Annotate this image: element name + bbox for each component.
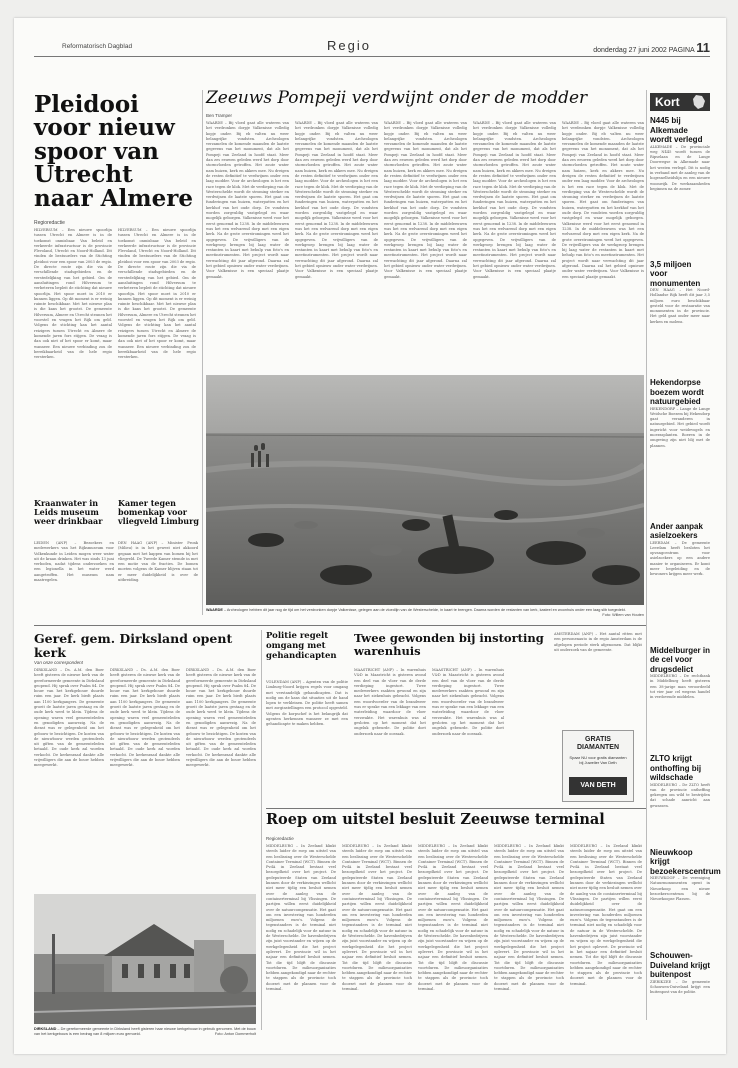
body-dirksland-col1: DIRKSLAND – Ds. A.M. den Boer heeft gisteren de nieuwe kerk van de gereformeerde gemeente in Dirksland geopend. Hij sprak over Psalm 84. De bouw van het kerkgebouw duurde ruim een jaar. De kerk biedt plaats aan 1100 kerkgangers. De gemeente groeit de laatste jaren gestaag en de oude kerk werd te klein. Tijdens de opening waren veel gemeenteleden en genodigden aanwezig. Na de dienst was er gelegenheid om het gebouw te bezichtigen. De kosten van de nieuwbouw werden grotendeels uit giften van de gemeenteleden betaald. De oude kerk zal worden verkocht. De kerkenraad dankte alle vrijwilligers die aan de bouw hebben meegewerkt. — [34, 668, 104, 768]
byline-pompeji: Ben Tramper — [206, 113, 233, 118]
bottom-separator — [261, 630, 262, 1030]
kort-item: Middelburger in de cel voor drugsdelict MIDDELBURG – De rechtbank in Middelburg heeft gisteren een 38-jarige man veroordeeld tot vier jaar cel wegens handel in verdovende middelen. — [650, 645, 710, 700]
kort-item: Hekendorpse boezem wordt natuurgebied HEKENDORP – Lange de Lange Weidsche Boezem bij Hekendorp gaat veranderen in natuurgebied. Het gebied wordt ingericht voor weidevogels en moerasplanten. Boeren in de omgeving zijn niet blij met de plannen. — [650, 378, 710, 448]
ad-title: GRATIS DIAMANTEN — [577, 736, 619, 751]
kort-item: ZLTO krijgt onthoffing bij wildschade MIDDELBURG – De ZLTO heeft van de provincie ontheffing gekregen om wild te bestrijden dat schade aanricht aan gewassen. — [650, 754, 710, 808]
photo-credit-dirksland: Foto: Anton Dommerholt — [214, 1032, 256, 1036]
body-pompeji-col4: WAARDE – Bij vloed gaat alle wateren van het verdronken dorpje Valkenisse volledig kopje onder. Bij eb valten nu weer belangrijke vondsten. Archeologen verzamelen de komende maanden de laatste gegevens van het monument, dat als het Pompeji van Zeeland in hoofd staat. Meer dan zes eeuwen geleden werd het dorp door stormvloeden getroffen. Het zoute water nam huizen, kerk en akkers mee. Nu dreigen de resten definitief te verdwijnen onder een laag modder. Voor de archeologen is het een race tegen de klok. Met de verdieping van de Westerschelde wordt de stroming sterker en verdwijnen de laatste sporen. Het gaat om funderingen van huizen, waterputten en het kerkhof van het oude dorp. De vondsten worden zorgvuldig vastgelegd en waar mogelijk geborgen. Valkenisse werd voor het eerst genoemd in 1238. In de middeleeuwen was het een welvarend dorp met een eigen kerk. Na de grote overstromingen werd het opgegeven. De vrijwilligers van de werkgroep brengen bij laag water de restanten in kaart met behulp van foto's en meetinstrumenten. Het project wordt naar verwachting dit jaar afgerond. Daarna zal het gebied opnieuw onder water verdwijnen. Voor Valkenisse is een speciaal plaatje gemaakt. — [473, 121, 556, 279]
headline-politie: Politie regelt omgang met gehandicapten — [266, 631, 337, 661]
kort-item: N445 bij Alkemade wordt verlegd ALKEMADE – De provinciale weg N445 wordt tussen de Ripselaan en de Lange Doorwegse in Alkemade naar het westen verlegd. Dit is nodig in verband met de aanleg van de hogesnelheidslijn en een nieuwe woonwijk. De werkzaamheden beginnen na de zomer. — [650, 116, 710, 191]
body-pompeji-col5: WAARDE – Bij vloed gaat alle wateren van het verdronken dorpje Valkenisse volledig kopje onder. Bij eb valten nu weer belangrijke vondsten. Archeologen verzamelen de komende maanden de laatste gegevens van het monument, dat als het Pompeji van Zeeland in hoofd staat. Meer dan zes eeuwen geleden werd het dorp door stormvloeden getroffen. Het zoute water nam huizen, kerk en akkers mee. Nu dreigen de resten definitief te verdwijnen onder een laag modder. Voor de archeologen is het een race tegen de klok. Met de verdieping van de Westerschelde wordt de stroming sterker en verdwijnen de laatste sporen. Het gaat om funderingen van huizen, waterputten en het kerkhof van het oude dorp. De vondsten worden zorgvuldig vastgelegd en waar mogelijk geborgen. Valkenisse werd voor het eerst genoemd in 1238. In de middeleeuwen was het een welvarend dorp met een eigen kerk. Na de grote overstromingen werd het opgegeven. De vrijwilligers van de werkgroep brengen bij laag water de restanten in kaart met behulp van foto's en meetinstrumenten. Het project wordt naar verwachting dit jaar afgerond. Daarna zal het gebied opnieuw onder water verdwijnen. Voor Valkenisse is een speciaal plaatje gemaakt. — [562, 121, 644, 279]
kort-separator — [646, 90, 647, 1020]
body-pompeji-col1: WAARDE – Bij vloed gaat alle wateren van het verdronken dorpje Valkenisse volledig kopje onder. Bij eb valten nu weer belangrijke vondsten. Archeologen verzamelen de komende maanden de laatste gegevens van het monument, dat als het Pompeji van Zeeland in hoofd staat. Meer dan zes eeuwen geleden werd het dorp door stormvloeden getroffen. Het zoute water nam huizen, kerk en akkers mee. Nu dreigen de resten definitief te verdwijnen onder een laag modder. Voor de archeologen is het een race tegen de klok. Met de verdieping van de Westerschelde wordt de stroming sterker en verdwijnen de laatste sporen. Het gaat om funderingen van huizen, waterputten en het kerkhof van het oude dorp. De vondsten worden zorgvuldig vastgelegd en waar mogelijk geborgen. Valkenisse werd voor het eerst genoemd in 1238. In de middeleeuwen was het een welvarend dorp met een eigen kerk. Na de grote overstromingen werd het opgegeven. De vrijwilligers van de werkgroep brengen bij laag water de restanten in kaart met behulp van foto's en meetinstrumenten. Het project wordt naar verwachting dit jaar afgerond. Daarna zal het gebied opnieuw onder water verdwijnen. Voor Valkenisse is een speciaal plaatje gemaakt. — [206, 121, 289, 279]
date-label: donderdag 27 juni 2002 PAGINA — [593, 47, 695, 54]
page-number: 11 — [696, 40, 710, 55]
newspaper-name: Reformatorisch Dagblad — [62, 43, 133, 50]
netherlands-map-icon — [691, 94, 707, 110]
kort-item: Nieuwkoop krijgt bezoekerscentrum NIEUWKOOP – De vereniging Natuurmonumenten opent in Nieuwkoop een nieuw bezoekerscentrum bij de Nieuwkoopse Plassen. — [650, 847, 721, 902]
body-roep-col4: MIDDELBURG – In Zeeland klinkt steeds luider de roep om uitstel van een beslissing over de Westerschelde Container Terminal (WCT). Binnen de PvdA in Zeeland bestaat veel bezorgdheid over het project. De gedeputeerde Staten van Zeeland kunnen door de verkiezingen wellicht niet meer tijdig een besluit nemen over de aanleg van de containerterminal bij Vlissingen. De partijen willen eerst duidelijkheid over de natuurcompensatie. Het gaat om een investering van honderden miljoenen euro's. Volgens de tegenstanders is de terminal niet nodig en schadelijk voor de natuur in de Westerschelde. De havenbedrijven zijn juist voorstander en wijzen op de werkgelegenheid die het project oplevert. De provincie wil in het najaar een definitief besluit nemen. Tot die tijd blijft de discussie voortduren. De milieuorganisaties hebben aangekondigd naar de rechter te stappen als de provincie toch doorzet met de plannen voor de terminal. — [494, 844, 564, 992]
kort-item: Schouwen-Duiveland krijgt buitenpost ZIERIKZEE – De gemeente Schouwen-Duiveland krijgt een buitenpost van de politie. — [650, 951, 711, 995]
headline-kraanwater: Kraanwater in Leids museum weer drinkbaar — [34, 498, 103, 527]
newspaper-page — [14, 18, 726, 1054]
header-rule — [34, 56, 710, 57]
body-kamer: DEN HAAG (ANP) – Minister Pronk (Milieu) is in het gewest niet akkoord gegaan met het kappen van bomen bij het vliegveld. De Tweede Kamer stemde in met een motie van de fracties. De bomen moeten volgens de Kamer blijven staan tot er meer duidelijkheid is over de uitbreiding. — [118, 541, 198, 583]
byline-pleidooi: Regioredactie — [34, 220, 65, 226]
headline-pleidooi: Pleidooi voor nieuw spoor van Utrecht naar Almere — [34, 91, 193, 212]
left-separator — [202, 90, 203, 615]
body-politie: VOLENDAM (ANP) – Agenten van de politie Limburg-Noord krijgen regels voor omgang met verstandelijk gehandicapten. Dat is nodig om de kans dat situaties uit de hand lopen te verkleinen. De politie heeft samen met zorginstellingen een protocol opgesteld. Volgens de korpschef is het belangrijk dat agenten herkennen wanneer ze met een gehandicapte te maken hebben. — [266, 680, 348, 727]
body-twee-col2: MAASTRICHT (ANP) – In warenhuis V&D in Maastricht is gisteren avond een deel van de vloer van de derde verdieping ingestort. Twee medewerkers raakten gewond en zijn naar het ziekenhuis gebracht. Volgens een woordvoerder van de brandweer was er sprake van een lekkage van een waterleiding waardoor de vloer verzwakte. Het warenhuis was al gesloten op het moment dat het ongeluk gebeurde. De politie doet onderzoek naar de oorzaak. — [432, 668, 504, 736]
photo-credit: Foto: Willem van Houten — [602, 613, 644, 617]
body-pleidooi-col1: HILVERSUM – Een nieuwe spoorlijn tussen Utrecht en Almere is in de toekomst onmisbaar. Van beleid en verkeerde infrastructuur is de provincie Flevoland, Utrecht en Noord-Holland. Dit vinden de bestuurders van de Stichting pleidooi voor een spoor van 2003 de regio. De directe route zijn die via de verschillende stadsgebieden en de verstedelijking van het gebied. Om de aansluitingen rond Hilversum te verbeteren bepleit de stichting dat nieuwe spoorlijn. Het spoor moet in 2010 er kunnen liggen. Op dit moment is er weinig ruimte beschikbaar. Met het nieuwe plan is die kans het grootst. De gemeente Hilversum, Almere en Utrecht steunen het voorstel en vragen het Rijk om geld. Volgens de stichting kan het aantal reizigers tussen Utrecht en Almere de komende jaren fors stijgen. De vraag is dan ook niet of het spoor er komt, maar wanneer. Een nieuwe verbinding zou de bereikbaarheid van de hele regio versterken. — [34, 228, 112, 360]
body-pompeji-col3: WAARDE – Bij vloed gaat alle wateren van het verdronken dorpje Valkenisse volledig kopje onder. Bij eb valten nu weer belangrijke vondsten. Archeologen verzamelen de komende maanden de laatste gegevens van het monument, dat als het Pompeji van Zeeland in hoofd staat. Meer dan zes eeuwen geleden werd het dorp door stormvloeden getroffen. Het zoute water nam huizen, kerk en akkers mee. Nu dreigen de resten definitief te verdwijnen onder een laag modder. Voor de archeologen is het een race tegen de klok. Met de verdieping van de Westerschelde wordt de stroming sterker en verdwijnen de laatste sporen. Het gaat om funderingen van huizen, waterputten en het kerkhof van het oude dorp. De vondsten worden zorgvuldig vastgelegd en waar mogelijk geborgen. Valkenisse werd voor het eerst genoemd in 1238. In de middeleeuwen was het een welvarend dorp met een eigen kerk. Na de grote overstromingen werd het opgegeven. De vrijwilligers van de werkgroep brengen bij laag water de restanten in kaart met behulp van foto's en meetinstrumenten. Het project wordt naar verwachting dit jaar afgerond. Daarna zal het gebied opnieuw onder water verdwijnen. Voor Valkenisse is een speciaal plaatje gemaakt. — [384, 121, 467, 279]
headline-twee: Twee gewonden bij instorting warenhuis — [354, 631, 544, 659]
body-amsterdam: AMSTERDAM (ANP) – Het aantal ritten met een personenauto in de regio Amsterdam is de afgelopen periode sterk afgenomen. Dat blijkt uit onderzoek van de gemeente. — [554, 632, 642, 652]
ad-subtitle: Spaar NU voor gratis diamanten bij Juwelier Van Deth — [569, 755, 627, 765]
date-page — [593, 40, 710, 55]
kort-item: Ander aanpak asielzoekers LEERDAM – De gemeente Leerdam heeft besloten het opvangcentrum voor asielzoekers op een andere manier te organiseren. Er komt meer begeleiding en de bewoners krijgen meer werk. — [650, 521, 710, 577]
body-pompeji-col2: WAARDE – Bij vloed gaat alle wateren van het verdronken dorpje Valkenisse volledig kopje onder. Bij eb valten nu weer belangrijke vondsten. Archeologen verzamelen de komende maanden de laatste gegevens van het monument, dat als het Pompeji van Zeeland in hoofd staat. Meer dan zes eeuwen geleden werd het dorp door stormvloeden getroffen. Het zoute water nam huizen, kerk en akkers mee. Nu dreigen de resten definitief te verdwijnen onder een laag modder. Voor de archeologen is het een race tegen de klok. Met de verdieping van de Westerschelde wordt de stroming sterker en verdwijnen de laatste sporen. Het gaat om funderingen van huizen, waterputten en het kerkhof van het oude dorp. De vondsten worden zorgvuldig vastgelegd en waar mogelijk geborgen. Valkenisse werd voor het eerst genoemd in 1238. In de middeleeuwen was het een welvarend dorp met een eigen kerk. Na de grote overstromingen werd het opgegeven. De vrijwilligers van de werkgroep brengen bij laag water de restanten in kaart met behulp van foto's en meetinstrumenten. Het project wordt naar verwachting dit jaar afgerond. Daarna zal het gebied opnieuw onder water verdwijnen. Voor Valkenisse is een speciaal plaatje gemaakt. — [295, 121, 378, 279]
headline-kamer: Kamer tegen bomenkap voor vliegveld Limburg — [118, 498, 199, 527]
body-dirksland-col2: DIRKSLAND – Ds. A.M. den Boer heeft gisteren de nieuwe kerk van de gereformeerde gemeente in Dirksland geopend. Hij sprak over Psalm 84. De bouw van het kerkgebouw duurde ruim een jaar. De kerk biedt plaats aan 1100 kerkgangers. De gemeente groeit de laatste jaren gestaag en de oude kerk werd te klein. Tijdens de opening waren veel gemeenteleden en genodigden aanwezig. Na de dienst was er gelegenheid om het gebouw te bezichtigen. De kosten van de nieuwbouw werden grotendeels uit giften van de gemeenteleden betaald. De oude kerk zal worden verkocht. De kerkenraad dankte alle vrijwilligers die aan de bouw hebben meegewerkt. — [110, 668, 180, 768]
photo-dirksland-church — [34, 894, 256, 1024]
photo-valkenisse — [206, 375, 644, 605]
kort-header — [650, 93, 710, 111]
caption-valkenisse: WAARDE – Archeologen hebben dit jaar nog de tijd om het verdronken dorpje Valkenisse, gelegen aan de vloedlijn van de Westerschelde, in kaart te brengen. Daarna worden de restanten van kerk, kasteel en woonhuis onder een laag slib toegedekt. Foto: Willem van Houten — [206, 608, 644, 617]
photo-dirksland-church-image — [34, 894, 256, 1024]
body-kraanwater: LEIDEN (ANP) – Bezoekers en medewerkers van het Rijksmuseum voor Volkenkunde in Leiden mogen weer water uit de kraan drinken. Het was sinds 13 juni verboden, nadat tijdens onderzoeken en een legionella in het water werd aangetroffen. Het museum nam maatregelen. — [34, 541, 114, 583]
body-roep-col2: MIDDELBURG – In Zeeland klinkt steeds luider de roep om uitstel van een beslissing over de Westerschelde Container Terminal (WCT). Binnen de PvdA in Zeeland bestaat veel bezorgdheid over het project. De gedeputeerde Staten van Zeeland kunnen door de verkiezingen wellicht niet meer tijdig een besluit nemen over de aanleg van de containerterminal bij Vlissingen. De partijen willen eerst duidelijkheid over de natuurcompensatie. Het gaat om een investering van honderden miljoenen euro's. Volgens de tegenstanders is de terminal niet nodig en schadelijk voor de natuur in de Westerschelde. De havenbedrijven zijn juist voorstander en wijzen op de werkgelegenheid die het project oplevert. De provincie wil in het najaar een definitief besluit nemen. Tot die tijd blijft de discussie voortduren. De milieuorganisaties hebben aangekondigd naar de rechter te stappen als de provincie toch doorzet met de plannen voor de terminal. — [342, 844, 412, 992]
body-dirksland-col3: DIRKSLAND – Ds. A.M. den Boer heeft gisteren de nieuwe kerk van de gereformeerde gemeente in Dirksland geopend. Hij sprak over Psalm 84. De bouw van het kerkgebouw duurde ruim een jaar. De kerk biedt plaats aan 1100 kerkgangers. De gemeente groeit de laatste jaren gestaag en de oude kerk werd te klein. Tijdens de opening waren veel gemeenteleden en genodigden aanwezig. Na de dienst was er gelegenheid om het gebouw te bezichtigen. De kosten van de nieuwbouw werden grotendeels uit giften van de gemeenteleden betaald. De oude kerk zal worden verkocht. De kerkenraad dankte alle vrijwilligers die aan de bouw hebben meegewerkt. — [186, 668, 256, 768]
photo-valkenisse-image — [206, 375, 644, 605]
section-title: Regio — [327, 38, 371, 53]
roep-rule — [266, 808, 646, 809]
headline-pompeji: Zeeuws Pompeji verdwijnt onder de modder — [206, 88, 588, 108]
section-rule — [34, 625, 646, 626]
headline-dirksland: Geref. gem. Dirksland opent kerk — [34, 631, 233, 661]
byline-roep: Regioredactie — [266, 836, 294, 841]
kort-column — [650, 116, 721, 995]
kort-title: Kort — [655, 95, 680, 109]
caption-dirksland: DIRKSLAND – De gereformeerde gemeente in Dirksland heeft gisteren haar nieuwe kerkgebouw in gebruik genomen. Met de bouw van het kerkgebouw is een bedrag van 8 miljoen euro gemoeid. Foto: Anton Dommerholt — [34, 1027, 256, 1036]
body-roep-col5: MIDDELBURG – In Zeeland klinkt steeds luider de roep om uitstel van een beslissing over de Westerschelde Container Terminal (WCT). Binnen de PvdA in Zeeland bestaat veel bezorgdheid over het project. De gedeputeerde Staten van Zeeland kunnen door de verkiezingen wellicht niet meer tijdig een besluit nemen over de aanleg van de containerterminal bij Vlissingen. De partijen willen eerst duidelijkheid over de natuurcompensatie. Het gaat om een investering van honderden miljoenen euro's. Volgens de tegenstanders is de terminal niet nodig en schadelijk voor de natuur in de Westerschelde. De havenbedrijven zijn juist voorstander en wijzen op de werkgelegenheid die het project oplevert. De provincie wil in het najaar een definitief besluit nemen. Tot die tijd blijft de discussie voortduren. De milieuorganisaties hebben aangekondigd naar de rechter te stappen als de provincie toch doorzet met de plannen voor de terminal. — [570, 844, 642, 986]
body-pleidooi-col2: HILVERSUM – Een nieuwe spoorlijn tussen Utrecht en Almere is in de toekomst onmisbaar. Van beleid en verkeerde infrastructuur is de provincie Flevoland, Utrecht en Noord-Holland. Dit vinden de bestuurders van de Stichting pleidooi voor een spoor van 2003 de regio. De directe route zijn die via de verschillende stadsgebieden en de verstedelijking van het gebied. Om de aansluitingen rond Hilversum te verbeteren bepleit de stichting dat nieuwe spoorlijn. Het spoor moet in 2010 er kunnen liggen. Op dit moment is er weinig ruimte beschikbaar. Met het nieuwe plan is die kans het grootst. De gemeente Hilversum, Almere en Utrecht steunen het voorstel en vragen het Rijk om geld. Volgens de stichting kan het aantal reizigers tussen Utrecht en Almere de komende jaren fors stijgen. De vraag is dan ook niet of het spoor er komt, maar wanneer. Een nieuwe verbinding zou de bereikbaarheid van de hele regio versterken. — [118, 228, 196, 360]
headline-roep: Roep om uitstel besluit Zeeuwse terminal — [266, 811, 605, 828]
ad-brand: VAN DETH — [569, 777, 627, 795]
body-roep-col1: MIDDELBURG – In Zeeland klinkt steeds luider de roep om uitstel van een beslissing over de Westerschelde Container Terminal (WCT). Binnen de PvdA in Zeeland bestaat veel bezorgdheid over het project. De gedeputeerde Staten van Zeeland kunnen door de verkiezingen wellicht niet meer tijdig een besluit nemen over de aanleg van de containerterminal bij Vlissingen. De partijen willen eerst duidelijkheid over de natuurcompensatie. Het gaat om een investering van honderden miljoenen euro's. Volgens de tegenstanders is de terminal niet nodig en schadelijk voor de natuur in de Westerschelde. De havenbedrijven zijn juist voorstander en wijzen op de werkgelegenheid die het project oplevert. De provincie wil in het najaar een definitief besluit nemen. Tot die tijd blijft de discussie voortduren. De milieuorganisaties hebben aangekondigd naar de rechter te stappen als de provincie toch doorzet met de plannen voor de terminal. — [266, 844, 336, 992]
kort-item: 3,5 miljoen voor monumenten DEN HAAG – Het Noord-Hollandse Rijk heeft dit jaar 3,5 miljoen euro beschikbaar gesteld voor de restauratie van monumenten in de provincie. Het geld gaat onder meer naar kerken en molens. — [650, 259, 710, 324]
body-roep-col3: MIDDELBURG – In Zeeland klinkt steeds luider de roep om uitstel van een beslissing over de Westerschelde Container Terminal (WCT). Binnen de PvdA in Zeeland bestaat veel bezorgdheid over het project. De gedeputeerde Staten van Zeeland kunnen door de verkiezingen wellicht niet meer tijdig een besluit nemen over de aanleg van de containerterminal bij Vlissingen. De partijen willen eerst duidelijkheid over de natuurcompensatie. Het gaat om een investering van honderden miljoenen euro's. Volgens de tegenstanders is de terminal niet nodig en schadelijk voor de natuur in de Westerschelde. De havenbedrijven zijn juist voorstander en wijzen op de werkgelegenheid die het project oplevert. De provincie wil in het najaar een definitief besluit nemen. Tot die tijd blijft de discussie voortduren. De milieuorganisaties hebben aangekondigd naar de rechter te stappen als de provincie toch doorzet met de plannen voor de terminal. — [418, 844, 488, 992]
byline-dirksland: Van onze correspondent — [34, 660, 83, 665]
body-twee-col1: MAASTRICHT (ANP) – In warenhuis V&D in Maastricht is gisteren avond een deel van de vloer van de derde verdieping ingestort. Twee medewerkers raakten gewond en zijn naar het ziekenhuis gebracht. Volgens een woordvoerder van de brandweer was er sprake van een lekkage van een waterleiding waardoor de vloer verzwakte. Het warenhuis was al gesloten op het moment dat het ongeluk gebeurde. De politie doet onderzoek naar de oorzaak. — [354, 668, 426, 736]
ad-van-deth — [562, 730, 634, 802]
